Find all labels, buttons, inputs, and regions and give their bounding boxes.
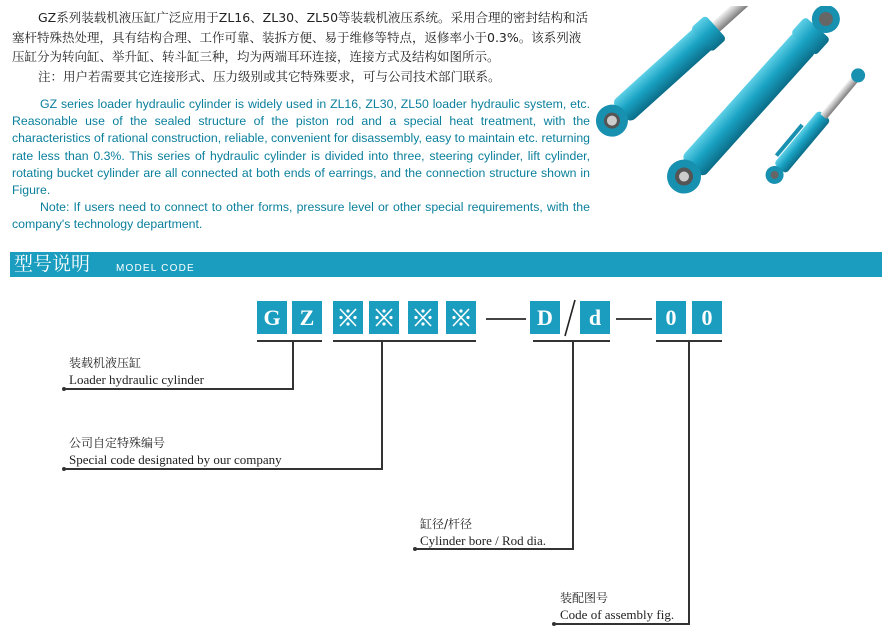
code-slash — [563, 298, 577, 338]
leader-vertical-bore — [572, 341, 574, 549]
intro-en-paragraph-1: GZ series loader hydraulic cylinder is widely used in ZL16, ZL30, ZL50 loader hydraulic system, etc. Reasonable use of the sealed structure of the piston rod and a special heat treatment, with the characteristics of rational construction, reliable, convenient for disassembly, easy to maintain etc. returning rate less than 0.3%. This series of hydraulic cylinder is divided into three, steering cylinder, lift cylinder, rotating bucket cylinder are all connected at both ends of earrings, and the connection structure shown in Figure. — [12, 97, 591, 198]
label-loader-en: Loader hydraulic cylinder — [69, 372, 204, 387]
code-placeholder-4 — [446, 301, 476, 334]
code-letter-g: G — [257, 301, 287, 334]
code-dash-2 — [616, 318, 652, 320]
code-placeholder-1 — [333, 301, 363, 334]
label-bore-cn: 缸径/杆径 — [420, 517, 473, 531]
leader-vertical-assembly — [688, 341, 690, 624]
section-title-chinese: 型号说明 — [14, 253, 91, 275]
code-letter-z: Z — [292, 301, 322, 334]
underline-gz — [257, 340, 322, 342]
leader-dot-special — [62, 467, 66, 471]
section-title-english: MODEL CODE — [116, 263, 195, 274]
hydraulic-cylinders-photo — [592, 6, 892, 236]
code-letter-d-upper: D — [530, 301, 560, 334]
placeholder-cross-icon — [333, 301, 363, 334]
intro-english — [12, 96, 590, 234]
label-loader-cn: 装载机液压缸 — [69, 356, 142, 370]
code-dash-1 — [486, 318, 526, 320]
label-special-en: Special code designated by our company — [69, 452, 282, 467]
intro-cn-paragraph-1: GZ系列装载机液压缸广泛应用于ZL16、ZL30、ZL50等装载机液压系统。采用合理的密封结构和活塞杆特殊热处理，具有结构合理、工作可靠、装拆方便、易于维修等特点，返修率小于0.3%。该系列液压缸分为转向缸、举升缸、转斗缸三种，均为两端耳环连接，连接方式及结构如图所示。 — [12, 10, 589, 64]
label-assembly-en: Code of assembly fig. — [560, 607, 675, 622]
label-bore-en: Cylinder bore / Rod dia. — [420, 533, 547, 548]
leader-dot-assembly — [552, 622, 556, 626]
label-special-cn: 公司自定特殊编号 — [69, 436, 166, 450]
intro-chinese — [12, 8, 592, 86]
code-placeholder-2 — [369, 301, 399, 334]
code-digit-zero-1: 0 — [656, 301, 686, 334]
underline-placeholders — [333, 340, 476, 342]
leader-horizontal-loader — [64, 388, 294, 390]
code-placeholder-3 — [408, 301, 438, 334]
placeholder-cross-icon — [369, 301, 399, 334]
intro-cn-note: 注：用户若需要其它连接形式、压力级别或其它特殊要求，可与公司技术部门联系。 — [38, 68, 501, 84]
model-code-section-bar — [10, 252, 882, 277]
placeholder-cross-icon — [446, 301, 476, 334]
placeholder-cross-icon — [408, 301, 438, 334]
leader-dot-bore — [413, 547, 417, 551]
code-letter-d-lower: d — [580, 301, 610, 334]
leader-vertical-loader — [292, 341, 294, 389]
label-assembly-cn: 装配图号 — [560, 591, 609, 605]
leader-horizontal-special — [64, 468, 383, 470]
leader-vertical-special — [381, 341, 383, 469]
leader-dot-loader — [62, 387, 66, 391]
leader-horizontal-assembly — [554, 623, 690, 625]
intro-en-note: Note: If users need to connect to other forms, pressure level or other special requirements, with the company's technology department. — [12, 200, 590, 232]
code-digit-zero-2: 0 — [692, 301, 722, 334]
